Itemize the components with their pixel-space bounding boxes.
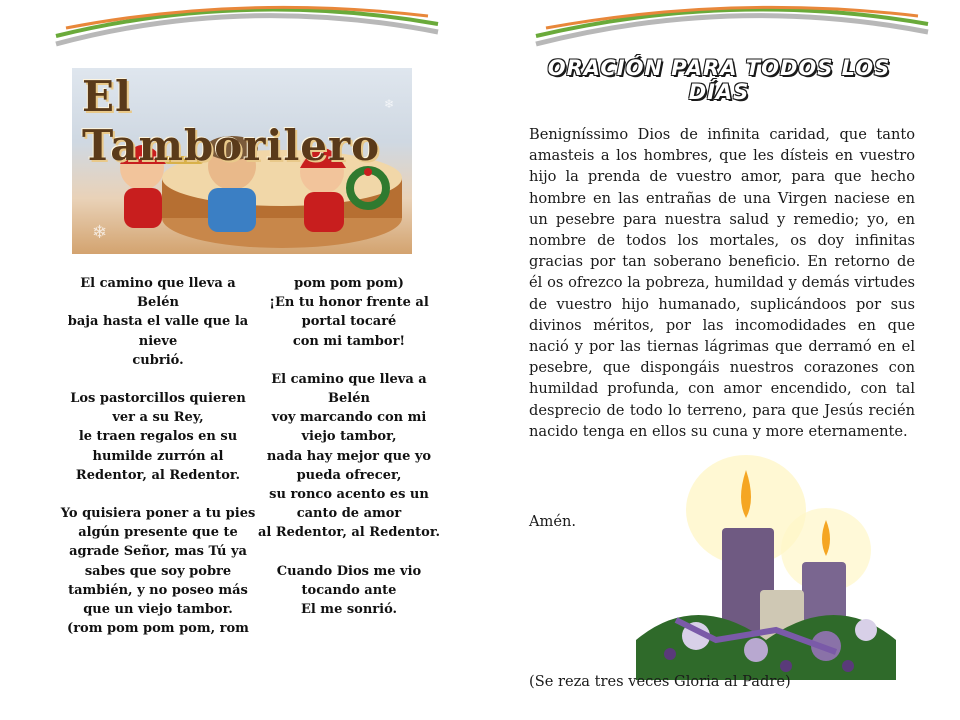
lyric-line: baja hasta el valle que la nieve bbox=[67, 314, 249, 349]
lyric-line: nada hay mejor que yo pueda ofrecer, bbox=[266, 448, 432, 483]
lyric-line: El camino que lleva a Belén bbox=[271, 371, 427, 407]
stanza-gap bbox=[256, 351, 442, 370]
left-header-swoosh bbox=[52, 0, 442, 60]
lyric-line: El me sonrió. bbox=[300, 602, 398, 618]
prayer-body: Benigníssimo Dios de infinita caridad, que tanto amasteis a los hombres, que les dísteis en vuestro hijo la prenda de vuestro amor, para que hecho hombre en las entrañas de una Virgen naciese en un pesebre para nuestra salud y remedio; yo, en nombre de todos los mortales, os doy infinitas gracias por tan soberano beneficio. En retorno de él os ofrezco la pobreza, humildad y demás virtudes de vuestro hijo humanado, suplicándoos por sus divinos méritos, por las incomodidades en que nació y por las tiernas lágrimas que derramó en el pesebre, que dispongáis nuestros corazones con humildad profunda, con amor encendido, con tal desprecio de todo lo terreno, para que Jesús recién nacido tenga en ellos su cuna y more eternamente. bbox=[529, 126, 915, 440]
lyric-line: algún presente que te agrade Señor, mas Tú ya bbox=[69, 525, 247, 560]
stanza-gap bbox=[60, 370, 256, 389]
tamborilero-illustration bbox=[72, 68, 412, 254]
lyric-line: que un viejo tambor. bbox=[83, 602, 233, 618]
lyric-line: ¡En tu honor frente al portal tocaré bbox=[269, 295, 429, 330]
lyric-line: (rom pom pom pom, rom bbox=[67, 621, 249, 637]
lyric-line: pom pom pom) bbox=[294, 276, 404, 291]
illustration-title-art: El Tamborilero bbox=[82, 72, 381, 170]
lyric-line: Yo quisiera poner a tu pies bbox=[60, 506, 256, 522]
lyric-line: El camino que lleva a Belén bbox=[80, 276, 236, 311]
prayer-amen: Amén. bbox=[529, 513, 577, 530]
lyric-line: con mi tambor! bbox=[292, 333, 406, 349]
prayer-footnote: (Se reza tres veces Gloria al Padre) bbox=[529, 673, 791, 690]
right-header-swoosh bbox=[532, 0, 932, 60]
lyrics-column-1 bbox=[60, 274, 256, 638]
lyric-line: Redentor, al Redentor. bbox=[75, 467, 241, 483]
svg-text:❄: ❄ bbox=[92, 222, 108, 243]
lyric-line: voy marcando con mi viejo tambor, bbox=[271, 410, 427, 445]
stanza-gap bbox=[256, 543, 442, 562]
stanza-gap bbox=[60, 485, 256, 504]
lyric-line: sabes que soy pobre también, y no poseo más bbox=[68, 563, 248, 598]
lyric-line: le traen regalos en su humilde zurrón al bbox=[78, 429, 238, 464]
lyric-line: Los pastorcillos quieren ver a su Rey, bbox=[70, 391, 246, 426]
lyric-line: cubrió. bbox=[132, 352, 184, 368]
lyric-line: al Redentor, al Redentor. bbox=[257, 525, 441, 541]
prayer-title: ORACIÓN PARA TODOS LOS DÍAS bbox=[547, 56, 891, 104]
lyrics-column-2 bbox=[256, 274, 442, 619]
lyric-line: su ronco acento es un canto de amor bbox=[269, 487, 429, 522]
advent-candles-illustration bbox=[636, 440, 896, 680]
lyric-line: Cuando Dios me vio tocando ante bbox=[276, 563, 422, 598]
svg-text:❄: ❄ bbox=[384, 97, 395, 111]
